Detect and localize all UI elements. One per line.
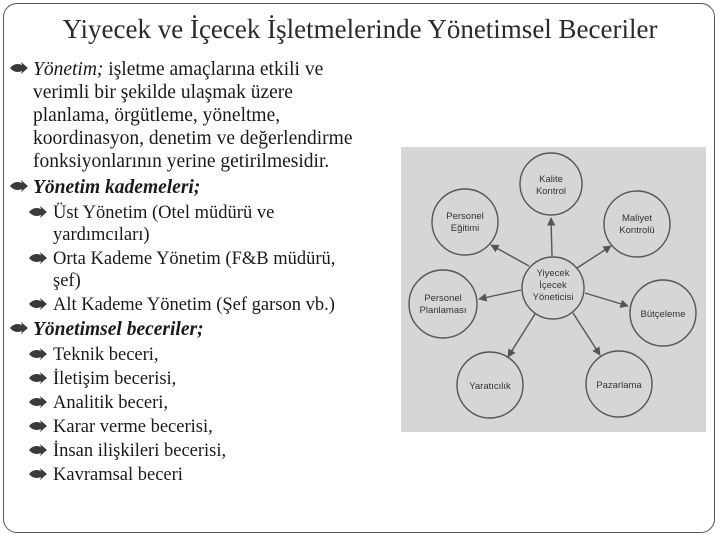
label-kalite-1: Kalite — [539, 174, 563, 185]
bullet-arrow-icon — [9, 321, 29, 335]
edge-to-butce — [585, 293, 628, 306]
term-yonetim: Yönetim; — [33, 59, 104, 80]
sub-bullet-text: Teknik beceri, — [53, 345, 159, 365]
bullet-arrow-icon — [28, 297, 48, 311]
bullet-arrow-icon — [28, 443, 48, 457]
sub-bullet-text: Alt Kademe Yönetim (Şef garson vb.) — [53, 295, 335, 315]
definition-line-5: fonksiyonlarının yerine getirilmesidir. — [33, 151, 330, 172]
sub-bullet-text: Orta Kademe Yönetim (F&B müdürü, — [53, 249, 336, 269]
sub-bullet-iletisim — [8, 368, 408, 390]
sub-bullet-analitik — [8, 392, 408, 414]
label-yonetici-2: İçecek — [539, 280, 567, 291]
diagram-svg — [401, 147, 706, 432]
sub-bullet-text: Üst Yönetim (Otel müdürü ve — [53, 203, 275, 223]
sub-bullet-orta-kademe — [8, 248, 408, 292]
manager-roles-diagram — [401, 147, 706, 432]
sub-bullet-karar-verme — [8, 416, 408, 438]
edge-to-kalite — [551, 218, 552, 256]
sub-bullet-text: Analitik beceri, — [53, 393, 169, 413]
label-egitim-2: Eğitimi — [450, 223, 480, 234]
label-planlama-1: Personel — [424, 293, 462, 304]
bullet-arrow-icon — [9, 61, 29, 75]
label-pazarlama: Pazarlama — [596, 380, 642, 391]
sub-bullet-text: yardımcıları) — [53, 225, 150, 245]
definition-line-2: verimli bir şekilde ulaşmak üzere — [33, 82, 293, 103]
bullet-arrow-icon — [28, 371, 48, 385]
bullet-yonetimsel-beceriler — [8, 318, 408, 341]
label-maliyet-2: Kontrolü — [619, 225, 655, 236]
sub-bullet-text: Karar verme becerisi, — [53, 417, 213, 437]
sub-bullet-text: İletişim becerisi, — [53, 369, 177, 389]
bullet-arrow-icon — [28, 205, 48, 219]
label-planlama-2: Planlaması — [419, 305, 467, 316]
sub-bullet-kavramsal — [8, 464, 408, 486]
label-maliyet-1: Maliyet — [621, 213, 653, 224]
sub-bullet-ust-yonetim — [8, 202, 408, 246]
definition-line-1: işletme amaçlarına etkili ve — [103, 59, 324, 80]
node-personel-planlamasi — [409, 270, 477, 338]
bullet-yonetim — [8, 58, 408, 173]
edge-to-egitim — [491, 245, 529, 266]
bullet-arrow-icon — [28, 395, 48, 409]
label-butceleme: Bütçeleme — [640, 309, 686, 320]
sub-bullet-text: şef) — [53, 271, 81, 291]
bullet-arrow-icon — [28, 419, 48, 433]
sub-bullet-teknik — [8, 344, 408, 366]
definition-line-3: planlama, örgütleme, yöneltme, — [33, 105, 281, 126]
sub-bullet-alt-kademe — [8, 294, 408, 316]
bullet-arrow-icon — [28, 251, 48, 265]
node-personel-egitimi — [432, 189, 498, 255]
slide-title: Yiyecek ve İçecek İşletmelerinde Yönetimsel Beceriler — [62, 14, 658, 44]
bullet-arrow-icon — [9, 179, 29, 193]
label-yonetici-1: Yiyecek — [536, 268, 570, 279]
node-maliyet-kontrolu — [604, 191, 670, 257]
heading-yonetimsel-beceriler: Yönetimsel beceriler; — [33, 319, 204, 340]
sub-bullet-insan-iliskileri — [8, 440, 408, 462]
label-kalite-2: Kontrol — [535, 186, 567, 197]
edge-to-maliyet — [577, 246, 611, 268]
bullet-arrow-icon — [28, 467, 48, 481]
sub-bullet-text: Kavramsal beceri — [53, 465, 183, 485]
label-egitim-1: Personel — [446, 211, 484, 222]
sub-bullet-text: İnsan ilişkileri becerisi, — [53, 441, 227, 461]
bullet-arrow-icon — [28, 347, 48, 361]
label-yaraticilik: Yaratıcılık — [469, 381, 511, 392]
edge-to-yaraticilik — [508, 314, 535, 357]
label-yonetici-3: Yöneticisi — [532, 292, 574, 303]
edge-to-pazarlama — [573, 313, 600, 355]
edge-to-planlama — [479, 290, 521, 299]
heading-yonetim-kademeleri: Yönetim kademeleri; — [33, 177, 201, 198]
bullet-yonetim-kademeleri — [8, 176, 408, 199]
slide-content — [8, 58, 408, 488]
definition-line-4: koordinasyon, denetim ve değerlendirme — [33, 128, 353, 149]
